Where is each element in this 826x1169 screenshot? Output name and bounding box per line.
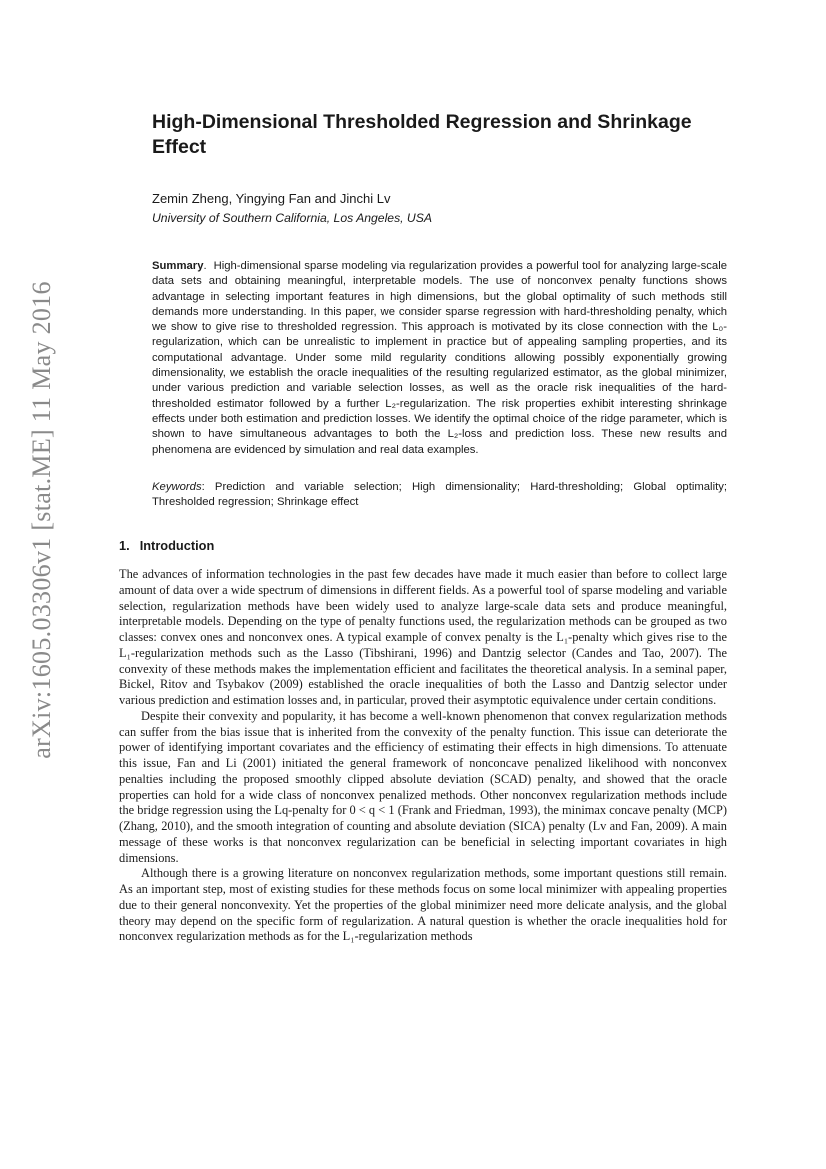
arxiv-side-stamp xyxy=(22,281,62,759)
keywords-text: Prediction and variable selection; High dimensionality; Hard-thresholding; Global optimality; Thresholded regression; Shrinkage effect xyxy=(152,481,728,509)
section-title: Introduction xyxy=(139,538,215,553)
keywords-label: Keywords xyxy=(152,481,202,493)
paper-affiliation: University of Southern California, Los Angeles, USA xyxy=(152,211,432,225)
keywords: Keywords: Prediction and variable selection; High dimensionality; Hard-thresholding; Global optimality; Thresholded regression; Shrinkage effect xyxy=(152,481,728,509)
body-paragraph: Although there is a growing literature on nonconvex regularization methods, some important questions still remain. As an important step, most of existing studies for these methods focus on some local minimizer with appealing properties due to their general nonconvexity. Yet the properties of the global minimizer need more delicate analysis, and the global theory may depend on the specific form of regularization. A natural question is whether the oracle inequalities hold for nonconvex regularization methods as for the L₁-regularization methods xyxy=(119,866,727,944)
body-paragraph: Despite their convexity and popularity, it has become a well-known phenomenon that convex regularization methods can suffer from the bias issue that is inherited from the convexity of the penalty function. This issue can deteriorate the power of identifying important covariates and the efficiency of estimating their effects in high dimensions. To attenuate this issue, Fan and Li (2001) initiated the general framework of nonconcave penalized likelihood with nonconvex penalties including the proposed smoothly clipped absolute deviation (SCAD) penalty, and showed that the oracle properties can hold for a wide class of nonconvex penalized methods. Other nonconvex regularization methods include the bridge regression using the Lq-penalty for 0 < q < 1 (Frank and Friedman, 1993), the minimax concave penalty (MCP) (Zhang, 2010), and the smooth integration of counting and absolute deviation (SICA) penalty (Lv and Fan, 2009). A main message of these works is that nonconvex regularization can be beneficial in selecting important covariates in high dimensions. xyxy=(119,708,727,865)
introduction-body xyxy=(119,567,727,945)
abstract-text: High-dimensional sparse modeling via regularization provides a powerful tool for analyzing large-scale data sets and obtaining meaningful, interpretable models. The use of nonconvex penalty functions shows advantage in selecting important features in high dimensions, but the global optimality of such methods still demands more understanding. In this paper, we consider sparse regression with hard-thresholding penalty, which we show to give rise to thresholded regression. This approach is motivated by its close connection with the L₀-regularization, which can be unrealistic to implement in practice but of appealing sampling properties, and its computational advantage. Under some mild regularity conditions allowing possibly exponentially growing dimensionality, we establish the oracle inequalities of the resulting regularized estimator, as the global minimizer, under various prediction and variable selection losses, as well as the oracle risk inequalities of the hard-thresholded estimator followed by a further L₂-regularization. The risk properties exhibit interesting shrinkage effects under both estimation and prediction losses. We identify the optimal choice of the ridge parameter, which is shown to have simultaneous advantages to both the L₂-loss and prediction loss. These new results and phenomena are evidenced by simulation and real data examples. xyxy=(152,260,727,456)
section-number: 1. xyxy=(119,538,130,553)
arxiv-identifier: arXiv:1605.03306v1 [stat.ME] 11 May 2016 xyxy=(27,281,57,759)
body-paragraph: The advances of information technologies in the past few decades have made it much easier than before to collect large amount of data over a wide spectrum of dimensions in different fields. As a powerful tool of sparse modeling and variable selection, regularization methods have been widely used to analyze large-scale data sets and produce meaningful, interpretable models. Depending on the type of penalty functions used, the regularization methods can be grouped as two classes: convex ones and nonconvex ones. A typical example of convex penalty is the L₁-penalty which gives rise to the L₁-regularization methods such as the Lasso (Tibshirani, 1996) and Dantzig selector (Candes and Tao, 2007). The convexity of these methods makes the implementation efficient and facilitates the theoretical analysis. In a seminal paper, Bickel, Ritov and Tsybakov (2009) established the oracle inequalities of both the Lasso and Dantzig selector under various prediction and estimation losses and, in particular, proved their asymptotic equivalence under certain conditions. xyxy=(119,567,727,707)
paper-title: High-Dimensional Thresholded Regression and Shrinkage Effect xyxy=(152,111,692,158)
paper-authors: Zemin Zheng, Yingying Fan and Jinchi Lv xyxy=(152,191,391,206)
abstract: Summary. High-dimensional sparse modeling via regularization provides a powerful tool for analyzing large-scale data sets and obtaining meaningful, interpretable models. The use of nonconvex penalty functions shows advantage in selecting important features in high dimensions, but the global optimality of such methods still demands more understanding. In this paper, we consider sparse regression with hard-thresholding penalty, which we show to give rise to thresholded regression. This approach is motivated by its close connection with the L₀-regularization, which can be unrealistic to implement in practice but of appealing sampling properties, and its computational advantage. Under some mild regularity conditions allowing possibly exponentially growing dimensionality, we establish the oracle inequalities of the resulting regularized estimator, as the global minimizer, under various prediction and variable selection losses, as well as the oracle risk inequalities of the hard-thresholded estimator followed by a further L₂-regularization. The risk properties exhibit interesting shrinkage effects under both estimation and prediction losses. We identify the optimal choice of the ridge parameter, which is shown to have simultaneous advantages to both the L₂-loss and prediction loss. These new results and phenomena are evidenced by simulation and real data examples. xyxy=(152,260,727,456)
abstract-label: Summary xyxy=(152,260,204,272)
section-heading-introduction xyxy=(119,538,214,553)
